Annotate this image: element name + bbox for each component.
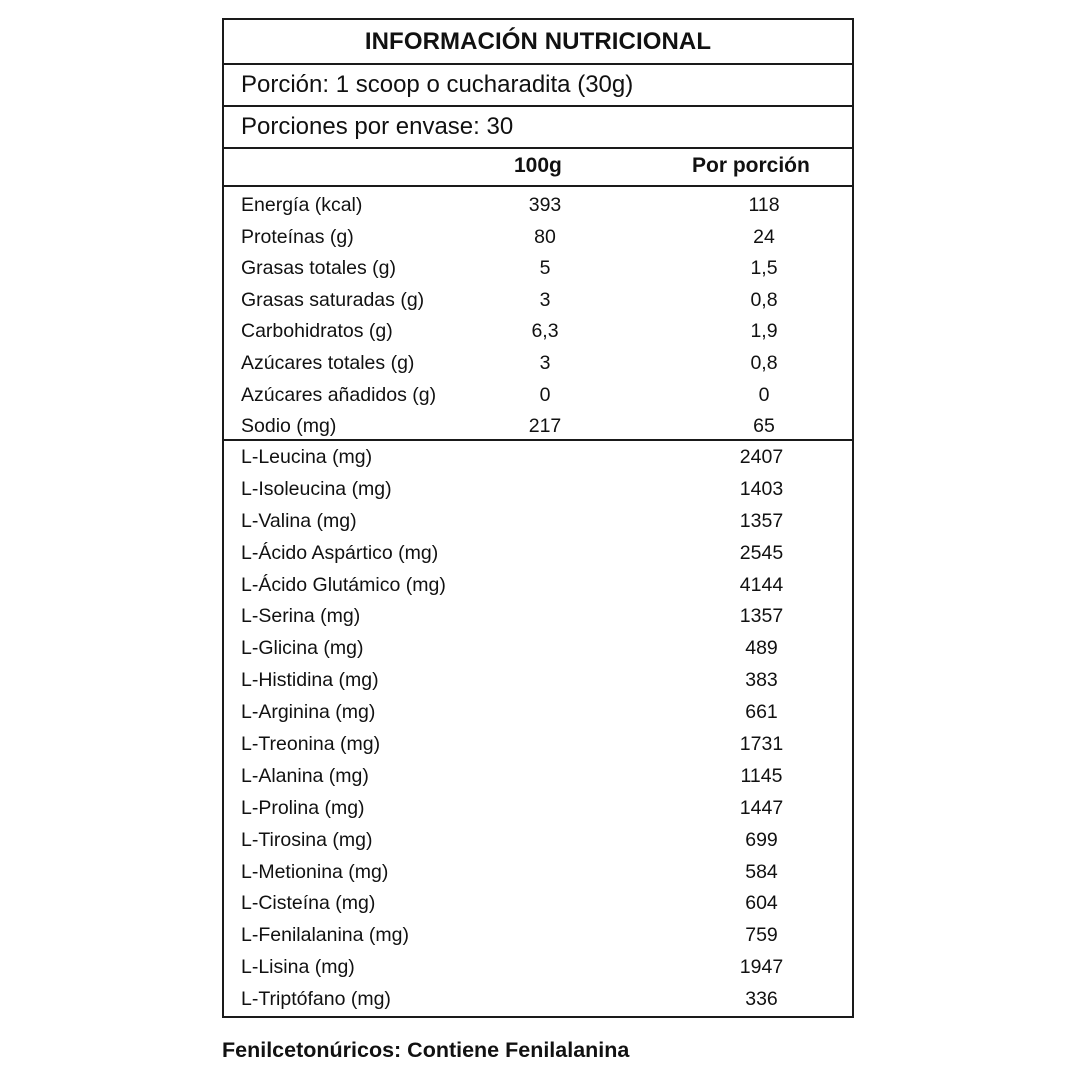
aminoacid-value-per-portion: 699 (745, 828, 778, 851)
aminoacid-label: L-Isoleucina (mg) (241, 477, 392, 500)
aminoacid-label: L-Ácido Aspártico (mg) (241, 541, 439, 564)
aminoacid-row (224, 570, 852, 602)
aminoacid-label: L-Arginina (mg) (241, 701, 376, 724)
aminoacid-row (224, 506, 852, 538)
nutrient-value-100g: 5 (539, 257, 551, 280)
nutrient-value-100g: 0 (539, 383, 551, 406)
table-title: INFORMACIÓN NUTRICIONAL (224, 20, 852, 65)
aminoacid-row (224, 474, 852, 506)
aminoacid-value-per-portion: 759 (745, 924, 778, 947)
aminoacid-value-per-portion: 1145 (740, 764, 783, 787)
aminoacid-row (224, 729, 852, 761)
aminoacid-label: L-Lisina (mg) (241, 956, 355, 979)
nutrient-value-per-portion: 24 (753, 225, 775, 248)
aminoacid-label: L-Tirosina (mg) (241, 828, 373, 851)
column-header-100g: 100g (514, 154, 562, 177)
nutrient-row (224, 316, 852, 348)
nutrient-label: Sodio (mg) (241, 415, 337, 438)
aminoacid-value-per-portion: 4144 (739, 573, 784, 596)
aminoacid-label: L-Leucina (mg) (241, 446, 373, 468)
nutrient-row (224, 348, 852, 380)
aminoacid-row (224, 857, 852, 889)
aminoacid-value-per-portion: 1357 (739, 605, 784, 628)
servings-per-container: Porciones por envase: 30 (224, 107, 852, 149)
aminoacid-row (224, 761, 852, 793)
nutrient-value-100g: 80 (534, 225, 556, 248)
aminoacid-label: L-Glicina (mg) (241, 637, 364, 660)
aminoacid-value-per-portion: 2407 (739, 446, 784, 468)
aminoacid-value-per-portion: 1447 (739, 796, 784, 819)
aminoacid-row (224, 633, 852, 665)
nutrient-value-100g: 3 (539, 351, 551, 374)
aminoacid-label: L-Ácido Glutámico (mg) (241, 573, 446, 596)
aminoacid-label: L-Alanina (mg) (241, 764, 369, 787)
aminoacid-value-per-portion: 604 (745, 892, 778, 915)
column-header-per-portion: Por porción (692, 154, 810, 177)
aminoacid-row (224, 920, 852, 952)
nutrient-value-per-portion: 65 (753, 415, 775, 438)
phenylketonuria-warning: Fenilcetonúricos: Contiene Fenilalanina (222, 1038, 630, 1062)
column-header-row (224, 149, 852, 187)
nutrient-value-100g: 217 (528, 415, 562, 438)
aminoacid-label: L-Treonina (mg) (241, 733, 381, 756)
portion-size: Porción: 1 scoop o cucharadita (30g) (224, 65, 852, 107)
nutrient-row (224, 285, 852, 317)
nutrient-label: Azúcares totales (g) (241, 351, 415, 374)
nutrient-value-per-portion: 1,5 (750, 257, 778, 280)
nutrient-label: Azúcares añadidos (g) (241, 383, 437, 406)
nutrient-row (224, 222, 852, 254)
aminoacid-value-per-portion: 2545 (739, 541, 784, 564)
aminoacid-value-per-portion: 584 (745, 860, 778, 883)
aminoacid-row (224, 665, 852, 697)
aminoacid-row (224, 538, 852, 570)
aminoacid-value-per-portion: 1357 (739, 509, 784, 532)
nutrient-label: Energía (kcal) (241, 194, 363, 216)
nutrient-value-100g: 393 (528, 194, 562, 216)
aminoacid-row (224, 442, 852, 474)
aminoacid-value-per-portion: 1947 (739, 956, 784, 979)
aminoacids-section (224, 441, 852, 1016)
nutrient-row (224, 253, 852, 285)
nutrient-value-per-portion: 1,9 (750, 320, 778, 343)
aminoacid-row (224, 697, 852, 729)
nutrient-row (224, 380, 852, 412)
aminoacid-label: L-Valina (mg) (241, 509, 357, 532)
aminoacid-row (224, 825, 852, 857)
aminoacid-value-per-portion: 1731 (739, 733, 784, 756)
nutrient-value-per-portion: 118 (748, 194, 780, 216)
aminoacid-value-per-portion: 489 (745, 637, 778, 660)
aminoacid-row (224, 601, 852, 633)
aminoacid-value-per-portion: 336 (745, 988, 778, 1011)
aminoacid-label: L-Serina (mg) (241, 605, 361, 628)
nutrient-label: Grasas totales (g) (241, 257, 396, 280)
aminoacid-label: L-Fenilalanina (mg) (241, 924, 409, 947)
aminoacid-label: L-Triptófano (mg) (241, 988, 391, 1011)
nutrients-section (224, 187, 852, 441)
aminoacid-label: L-Metionina (mg) (241, 860, 389, 883)
aminoacid-value-per-portion: 661 (745, 701, 778, 724)
aminoacid-value-per-portion: 1403 (739, 477, 784, 500)
aminoacid-label: L-Prolina (mg) (241, 796, 365, 819)
aminoacid-row (224, 984, 852, 1016)
nutrient-label: Proteínas (g) (241, 225, 354, 248)
nutrient-row (224, 190, 852, 222)
aminoacid-label: L-Cisteína (mg) (241, 892, 376, 915)
aminoacid-label: L-Histidina (mg) (241, 669, 379, 692)
nutrient-value-per-portion: 0 (758, 383, 770, 406)
nutrient-value-100g: 6,3 (531, 320, 559, 343)
aminoacid-row (224, 888, 852, 920)
nutrition-facts-table (222, 18, 854, 1018)
aminoacid-row (224, 952, 852, 984)
nutrient-label: Grasas saturadas (g) (241, 288, 425, 311)
nutrient-value-per-portion: 0,8 (750, 288, 778, 311)
nutrient-row (224, 411, 852, 443)
nutrient-value-per-portion: 0,8 (750, 351, 778, 374)
aminoacid-row (224, 793, 852, 825)
nutrient-label: Carbohidratos (g) (241, 320, 393, 343)
nutrient-value-100g: 3 (539, 288, 551, 311)
aminoacid-value-per-portion: 383 (745, 669, 778, 692)
